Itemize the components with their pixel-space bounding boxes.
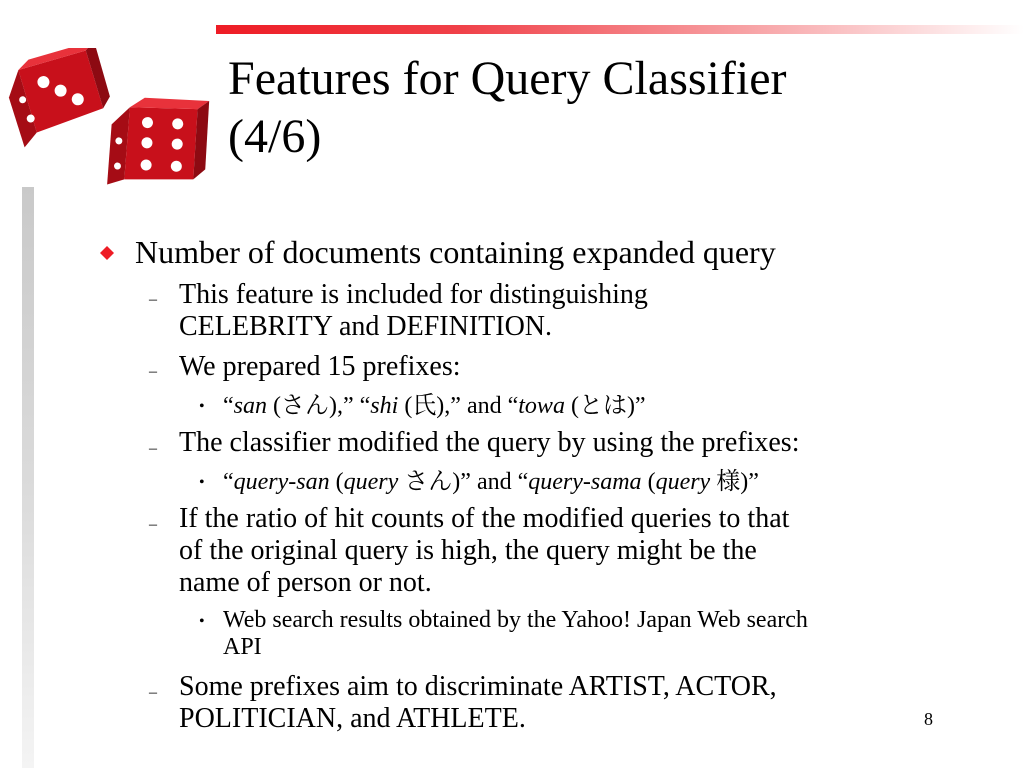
sub-bullet-4	[179, 503, 979, 599]
dot-bullet-icon: •	[199, 613, 205, 630]
dot-bullet-icon: •	[199, 398, 205, 415]
web-search-note-line-2: API	[223, 634, 262, 660]
prefix-san-jp: (さん),” “	[267, 393, 371, 419]
prefix-san: san	[233, 393, 267, 419]
modified-query-examples	[223, 469, 943, 496]
query-text: query	[343, 469, 399, 495]
sub-bullet-3: The classifier modified the query by using the prefixes:	[179, 427, 800, 458]
prefix-shi: shi	[370, 393, 399, 419]
sub-bullet-5-line-2: POLITICIAN, and ATHLETE.	[179, 703, 526, 734]
sub-bullet-5	[179, 671, 979, 735]
query-text: query	[655, 469, 711, 495]
query-san-text: query-san	[233, 469, 330, 495]
title-line-1: Features for Query Classifier	[228, 52, 787, 105]
prefix-examples	[223, 393, 943, 420]
sub-bullet-4-line-2: of the original query is high, the query might be the	[179, 535, 757, 566]
dash-bullet-icon: –	[149, 363, 157, 380]
san-jp-text: さん)” and “	[398, 469, 529, 495]
dash-bullet-icon: –	[149, 516, 157, 533]
paren-text: (	[641, 469, 656, 495]
sub-bullet-4-line-1: If the ratio of hit counts of the modified queries to that	[179, 503, 790, 534]
title-line-2: (4/6)	[228, 110, 322, 163]
dot-bullet-icon: •	[199, 474, 205, 491]
dash-bullet-icon: –	[149, 291, 157, 308]
sub-bullet-4-line-3: name of person or not.	[179, 567, 432, 598]
prefix-towa-jp: (とは)”	[564, 393, 646, 419]
sub-bullet-5-line-1: Some prefixes aim to discriminate ARTIST, ACTOR,	[179, 671, 777, 702]
query-sama-text: query-sama	[528, 469, 642, 495]
paren-text: (	[329, 469, 344, 495]
diamond-bullet-icon	[100, 246, 114, 260]
web-search-note-line-1: Web search results obtained by the Yahoo! Japan Web search	[223, 607, 808, 633]
sub-bullet-1-line-2: CELEBRITY and DEFINITION.	[179, 311, 553, 342]
sub-bullet-1-line-1: This feature is included for distinguishing	[179, 279, 648, 310]
prefix-towa: towa	[518, 393, 565, 419]
quote-text: “	[223, 393, 234, 419]
main-bullet-text: Number of documents containing expanded query	[135, 234, 776, 270]
quote-text: “	[223, 469, 234, 495]
dash-bullet-icon: –	[149, 684, 157, 701]
web-search-note	[223, 607, 943, 661]
dash-bullet-icon: –	[149, 440, 157, 457]
prefix-shi-jp: (氏),” and “	[398, 393, 519, 419]
sama-jp-text: 様)”	[710, 469, 759, 495]
sub-bullet-1	[179, 279, 979, 343]
sub-bullet-2: We prepared 15 prefixes:	[179, 351, 461, 382]
page-number: 8	[924, 709, 933, 729]
